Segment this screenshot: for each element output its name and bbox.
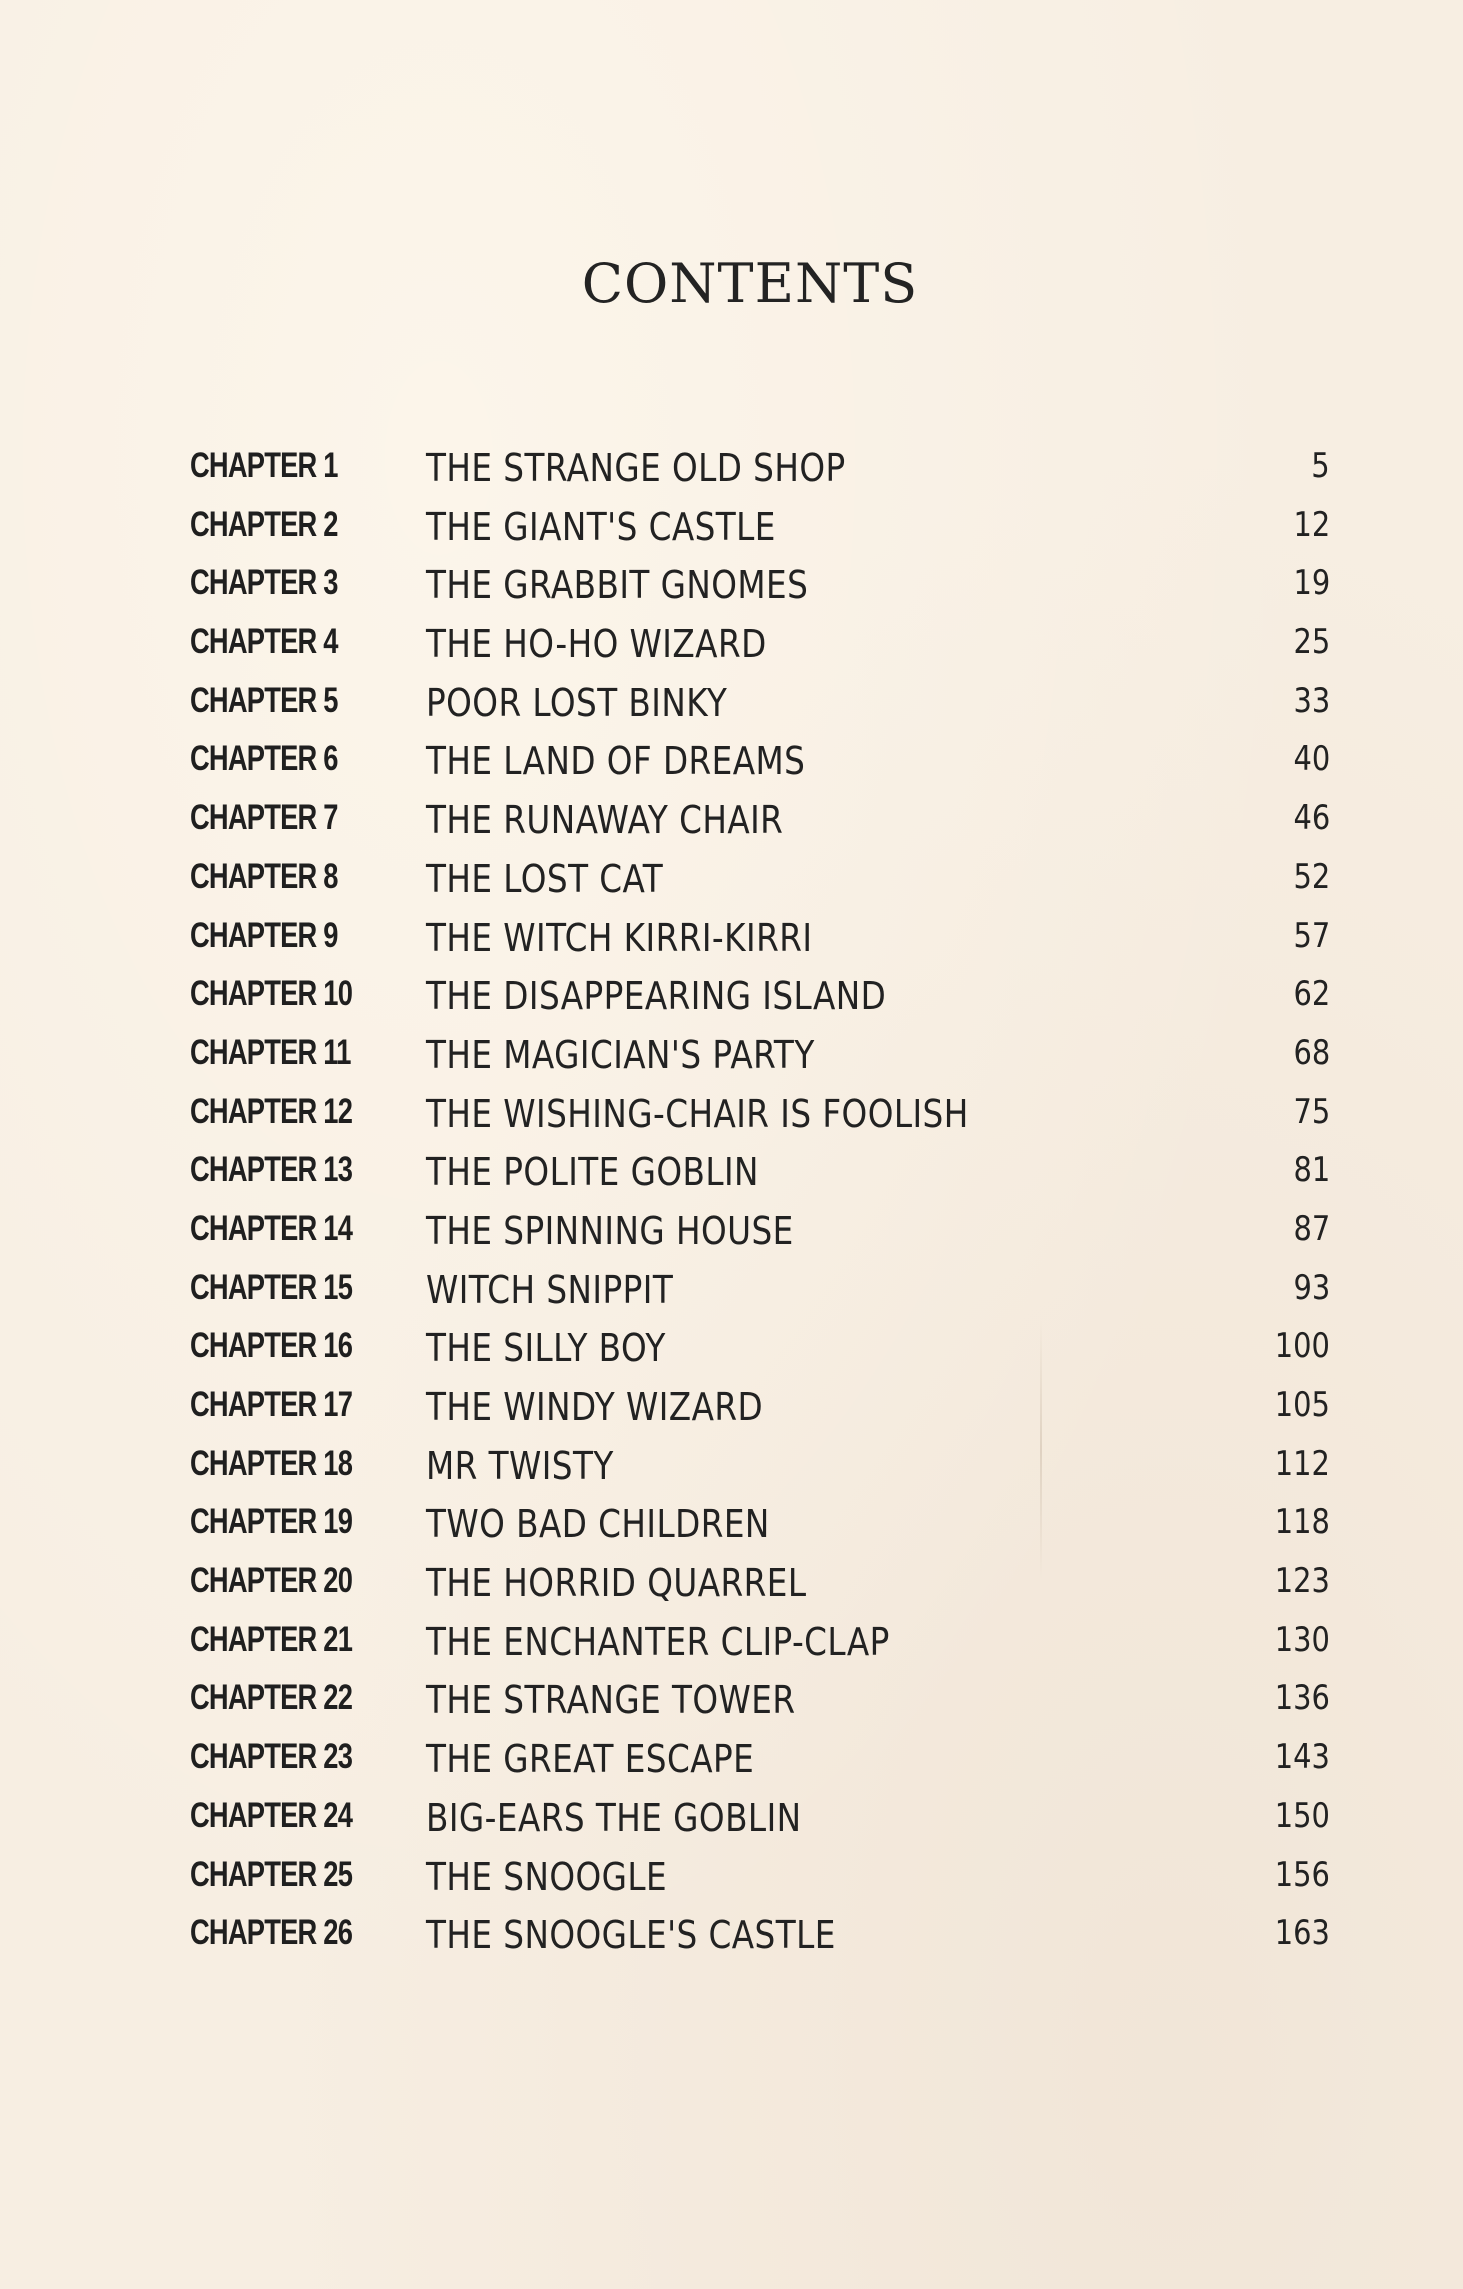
chapter-label: CHAPTER 25: [190, 1854, 353, 1894]
chapter-title: MR TWISTY: [426, 1443, 614, 1488]
chapter-title: TWO BAD CHILDREN: [426, 1502, 770, 1547]
contents-heading: CONTENTS: [581, 252, 919, 315]
chapter-label: CHAPTER 24: [190, 1795, 353, 1835]
chapter-title: THE SNOOGLE'S CASTLE: [426, 1913, 836, 1958]
chapter-title: THE MAGICIAN'S PARTY: [426, 1032, 815, 1077]
chapter-label: CHAPTER 1: [190, 446, 338, 485]
chapter-label: CHAPTER 5: [190, 680, 338, 720]
toc-row: [190, 1502, 1330, 1561]
page-number: 100: [1274, 1326, 1330, 1367]
toc-row: [190, 1385, 1330, 1444]
chapter-title: THE HO-HO WIZARD: [426, 622, 767, 667]
page-number: 62: [1293, 974, 1330, 1015]
chapter-title: WITCH SNIPPIT: [426, 1267, 674, 1312]
chapter-label: CHAPTER 2: [190, 504, 338, 544]
chapter-title: THE SILLY BOY: [426, 1326, 666, 1371]
chapter-label: CHAPTER 6: [190, 739, 338, 779]
page-number: 163: [1274, 1913, 1330, 1954]
page-number: 150: [1274, 1795, 1330, 1836]
chapter-title: THE ENCHANTER CLIP-CLAP: [426, 1619, 890, 1664]
chapter-title: THE STRANGE OLD SHOP: [426, 446, 846, 490]
chapter-label: CHAPTER 13: [190, 1150, 353, 1190]
chapter-title: THE HORRID QUARREL: [426, 1561, 807, 1606]
chapter-label: CHAPTER 3: [190, 563, 338, 603]
page-number: 136: [1274, 1678, 1330, 1719]
chapter-title: POOR LOST BINKY: [426, 680, 728, 725]
page-number: 57: [1293, 915, 1330, 956]
chapter-title: THE WITCH KIRRI-KIRRI: [426, 915, 813, 960]
page-number: 46: [1293, 798, 1330, 839]
chapter-label: CHAPTER 10: [190, 974, 353, 1014]
chapter-title: THE GRABBIT GNOMES: [426, 563, 809, 608]
chapter-label: CHAPTER 22: [190, 1678, 353, 1718]
chapter-label: CHAPTER 20: [190, 1561, 353, 1601]
chapter-label: CHAPTER 23: [190, 1737, 353, 1777]
page-number: 123: [1274, 1561, 1330, 1602]
chapter-label: CHAPTER 17: [190, 1385, 353, 1424]
toc-row: [190, 1092, 1330, 1151]
page-number: 81: [1293, 1150, 1330, 1191]
chapter-title: THE LOST CAT: [426, 856, 664, 901]
chapter-title: THE GIANT'S CASTLE: [426, 504, 776, 549]
chapter-title: THE GREAT ESCAPE: [426, 1737, 755, 1782]
toc-row: [190, 1620, 1330, 1679]
chapter-title: THE DISAPPEARING ISLAND: [426, 974, 887, 1019]
chapter-label: CHAPTER 14: [190, 1208, 353, 1248]
toc-row: [190, 1268, 1330, 1327]
chapter-title: THE POLITE GOBLIN: [426, 1150, 759, 1195]
chapter-label: CHAPTER 15: [190, 1267, 353, 1307]
chapter-title: THE SNOOGLE: [426, 1854, 668, 1899]
chapter-label: CHAPTER 21: [190, 1619, 353, 1659]
toc-row: [190, 505, 1330, 564]
page-number: 25: [1293, 622, 1330, 663]
toc-row: [190, 974, 1330, 1033]
toc-row: [190, 1737, 1330, 1796]
toc-row: [190, 1033, 1330, 1092]
page-number: 130: [1274, 1619, 1330, 1660]
toc-row: [190, 1796, 1330, 1855]
page-number: 143: [1274, 1737, 1330, 1778]
chapter-label: CHAPTER 8: [190, 856, 338, 896]
toc-row: [190, 857, 1330, 916]
chapter-title: THE RUNAWAY CHAIR: [426, 798, 784, 843]
chapter-title: THE WISHING-CHAIR IS FOOLISH: [426, 1091, 969, 1136]
toc-row: [190, 1209, 1330, 1268]
toc-row: [190, 1678, 1330, 1737]
chapter-label: CHAPTER 11: [190, 1032, 351, 1072]
chapter-label: CHAPTER 12: [190, 1091, 353, 1131]
chapter-title: THE WINDY WIZARD: [426, 1385, 764, 1429]
chapter-label: CHAPTER 26: [190, 1913, 353, 1953]
table-of-contents: [190, 446, 1330, 1972]
toc-row: [190, 1913, 1330, 1972]
toc-row: [190, 798, 1330, 857]
page-number: 12: [1293, 504, 1330, 545]
page-number: 19: [1293, 563, 1330, 604]
chapter-title: THE LAND OF DREAMS: [426, 739, 806, 784]
chapter-label: CHAPTER 18: [190, 1443, 353, 1483]
page-number: 75: [1293, 1091, 1330, 1132]
page-number: 5: [1311, 446, 1330, 486]
toc-row: [190, 1855, 1330, 1914]
chapter-label: CHAPTER 16: [190, 1326, 353, 1366]
toc-row: [190, 563, 1330, 622]
page-number: 33: [1293, 680, 1330, 721]
chapter-label: CHAPTER 7: [190, 798, 338, 838]
page-number: 118: [1274, 1502, 1330, 1543]
toc-row: [190, 1444, 1330, 1503]
toc-row: [190, 446, 1330, 505]
page-number: 52: [1293, 856, 1330, 897]
toc-row: [190, 1150, 1330, 1209]
chapter-title: THE SPINNING HOUSE: [426, 1208, 794, 1253]
chapter-label: CHAPTER 19: [190, 1502, 353, 1542]
toc-row: [190, 681, 1330, 740]
chapter-title: THE STRANGE TOWER: [426, 1678, 796, 1723]
page-number: 156: [1274, 1854, 1330, 1895]
page-number: 93: [1293, 1267, 1330, 1308]
toc-row: [190, 1326, 1330, 1385]
page-number: 112: [1274, 1443, 1330, 1484]
toc-row: [190, 739, 1330, 798]
toc-row: [190, 916, 1330, 975]
chapter-title: BIG-EARS THE GOBLIN: [426, 1795, 802, 1840]
page-number: 68: [1293, 1032, 1330, 1073]
page-number: 40: [1293, 739, 1330, 780]
chapter-label: CHAPTER 4: [190, 622, 338, 662]
chapter-label: CHAPTER 9: [190, 915, 338, 955]
toc-row: [190, 1561, 1330, 1620]
page-number: 87: [1293, 1208, 1330, 1249]
page-number: 105: [1274, 1385, 1330, 1425]
toc-row: [190, 622, 1330, 681]
